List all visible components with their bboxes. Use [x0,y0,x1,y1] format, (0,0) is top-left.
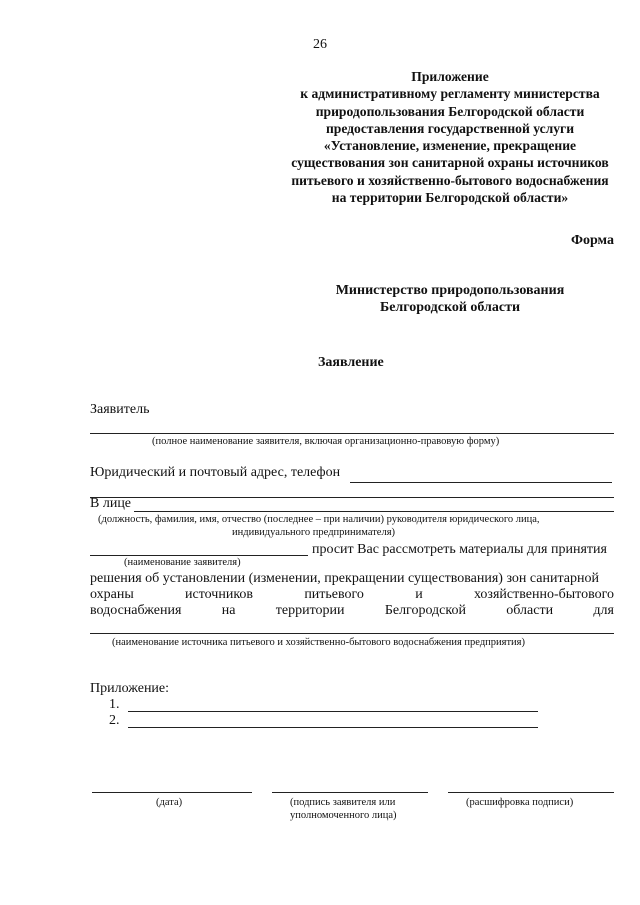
address-label: Юридический и почтовый адрес, телефон [90,465,341,480]
header-line: природопользования Белгородской области [315,103,585,119]
request-line-2 [90,587,614,603]
ministry-line: Белгородской области [379,300,521,315]
attachment-field-1[interactable] [128,711,538,712]
attachments-label: Приложение: [90,681,170,696]
request-word: Белгородской [384,603,466,618]
header-line: питьевого и хозяйственно-бытового водоснабжения [291,172,609,188]
ministry-line: Министерство природопользования [335,283,565,298]
address-field-line2[interactable] [90,497,614,498]
request-word: и [415,587,423,602]
request-text: просит Вас рассмотреть материалы для принятия [312,542,607,557]
water-source-field[interactable] [90,633,614,634]
header-line: «Установление, изменение, прекращение [323,138,577,154]
ministry-name [300,282,600,316]
request-word: области [506,603,554,618]
request-word: хозяйственно-бытового [473,587,614,602]
request-word: охраны [90,587,134,602]
request-word: на [221,603,236,618]
request-line-1 [90,571,614,587]
request-word: водоснабжения [90,603,182,618]
header-line: существования зон санитарной охраны источников [291,155,609,171]
applicant-name-field[interactable] [90,555,308,556]
applicant-field[interactable] [90,433,614,434]
address-field[interactable] [350,482,612,483]
representative-caption-2: индивидуального предпринимателя) [232,527,396,538]
representative-caption: (должность, фамилия, имя, отчество (последнее – при наличии) руководителя юридического лица, [98,514,540,525]
appendix-header [270,68,630,206]
applicant-name-caption: (наименование заявителя) [124,557,241,568]
signature-caption-2: уполномоченного лица) [290,810,397,821]
date-caption: (дата) [156,797,183,808]
header-line: к административному регламенту министерства [300,86,600,102]
header-line: Приложение [411,69,489,84]
signature-decode-field[interactable] [448,792,614,793]
request-line-3 [90,603,614,619]
representative-field[interactable] [134,511,614,512]
applicant-label: Заявитель [90,402,150,417]
attachment-number: 1. [109,697,120,712]
water-source-caption: (наименование источника питьевого и хозяйственно-бытового водоснабжения предприятия) [112,637,526,648]
date-field[interactable] [92,792,252,793]
attachment-field-2[interactable] [128,727,538,728]
header-line: предоставления государственной услуги [325,120,575,136]
representative-label: В лице [90,496,132,511]
request-word: территории [275,603,345,618]
signature-field[interactable] [272,792,428,793]
request-word: для [593,603,614,618]
signature-caption: (подпись заявителя или [290,797,396,808]
page-number: 26 [313,37,327,52]
applicant-caption: (полное наименование заявителя, включая организационно-правовую форму) [152,436,500,447]
attachment-number: 2. [109,713,120,728]
request-word: источников [185,587,254,602]
request-word: питьевого [304,587,364,602]
decode-caption: (расшифровка подписи) [466,797,574,808]
statement-title: Заявление [318,355,384,370]
header-line: на территории Белгородской области» [331,190,569,206]
request-line-text: решения об установлении (изменении, прекращении существования) зон санитарной [90,571,599,586]
form-label: Форма [570,233,614,248]
